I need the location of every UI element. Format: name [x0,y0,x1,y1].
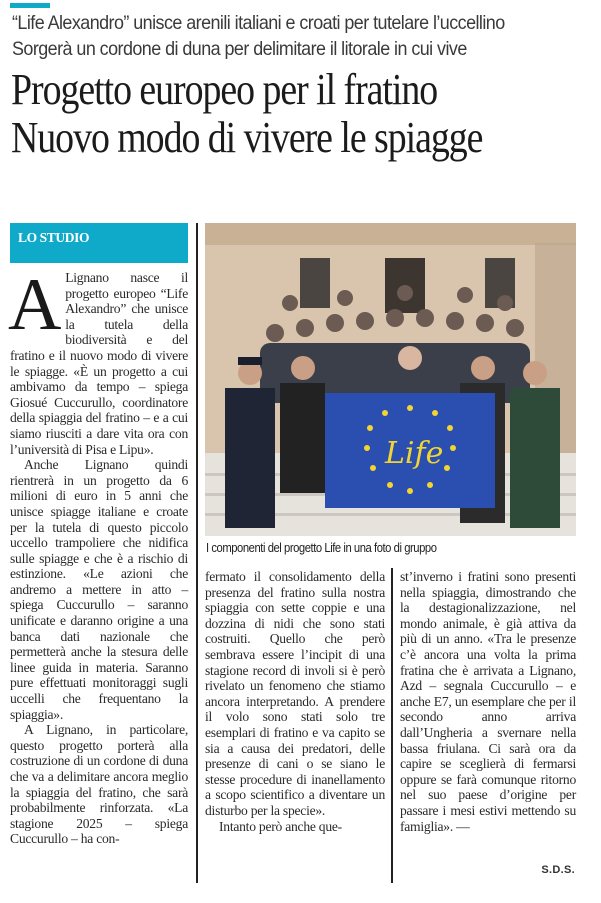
column-2 [205,569,385,834]
paragraph: Anche Lignano quindi rientrerà in un progetto da 6 milioni di euro in 5 anni che unisce spiagge italiane e croate per la tutela di questo piccolo uccello trampoliere che nidifica sulle spiagge e che è a rischio di estinzione. «Le azioni che andremo a mettere in atto – spiega Cuccurullo – saranno unificate e daranno origine a una banca dati nazionale che permetterà anche la stesura delle linee guida in materia. Saranno pure effettuati monitoraggi sugli uccelli che frequentano la spiaggia». [10,457,188,722]
paragraph [8,264,188,457]
drop-cap: A [8,264,62,346]
paragraph: fermato il consolidamento della presenza del fratino sulla nostra spiaggia con sette coppie e una dozzina di nidi che sono stati costruiti. Quello che però sembrava essere l’incipit di una stagione record di involi si è però rivelato un fenomeno che stiamo ancora interpretando. A prendere il volo sono stati solo tre esemplari di fratino e va capito se sia a causa dei predatori, delle presenze di cani o se siano le stesse procedure di inanellamento a scopo scientifico a diventare un disturbo per la specie». [205,569,385,818]
column-3 [400,569,576,834]
section-label-text: LO STUDIO [18,230,90,245]
photo-caption: I componenti del progetto Life in una foto di gruppo [206,541,437,555]
kicker-line-2: Sorgerà un cordone di duna per delimitare il litorale in cui vive [12,38,467,60]
section-label [10,223,188,263]
column-divider [196,223,198,883]
paragraph: st’inverno i fratini sono presenti nella spiaggia, dimostrando che la destagionalizzazione, nel mondo animale, è già attiva da più di un anno. «Tra le presenze c’è ancora una volta la prima fratina che è arrivata a Lignano, Azd – segnala Cuccurullo – e anche E7, un esemplare che per il secondo anno arriva dall’Ungheria a svernare nella bassa friulana. Ci sarà ora da capire se sceglierà di fermarsi oppure se farà comunque ritorno nel suo paese d’origine per passare i mesi estivi mettendo su famiglia». — [400,569,576,834]
group-photo [205,223,576,536]
article-kicker [12,10,550,62]
flag-life-text: Life [385,436,444,471]
accent-bar [10,3,50,8]
article-headline [11,66,518,162]
column-1 [8,264,188,847]
paragraph: Intanto però anche que- [219,818,342,834]
kicker-line-1: “Life Alexandro” unisce arenili italiani e croati per tutelare l’uccellino [12,12,505,34]
headline-line-1: Progetto europeo per il fratino [11,65,438,114]
paragraph-text: Lignano nasce il progetto europeo “Life Alexandro” che unisce la tutela della biodiversità e del fratino e il nuovo modo di vivere le spiagge. «È un progetto a cui ambivamo da tempo – spiega Giosué Cuccurullo, coordinatore della spiaggia del fratino – e a cui siamo riusciti a dare vita ora con l’università di Pisa e Lipu». [10,270,188,457]
paragraph: A Lignano, in particolare, questo progetto porterà alla costruzione di un cordone di duna che va a delimitare ancora meglio la spiaggia del fratino, che sarà probabilmente rinforzata. «La stagione 2025 – spiega Cuccurullo – ha con- [10,722,188,847]
headline-line-2: Nuovo modo di vivere le spiagge [11,113,483,162]
group-photo-illustration [205,223,576,536]
author-signature: S.D.S. [541,864,575,876]
column-divider [391,568,393,883]
